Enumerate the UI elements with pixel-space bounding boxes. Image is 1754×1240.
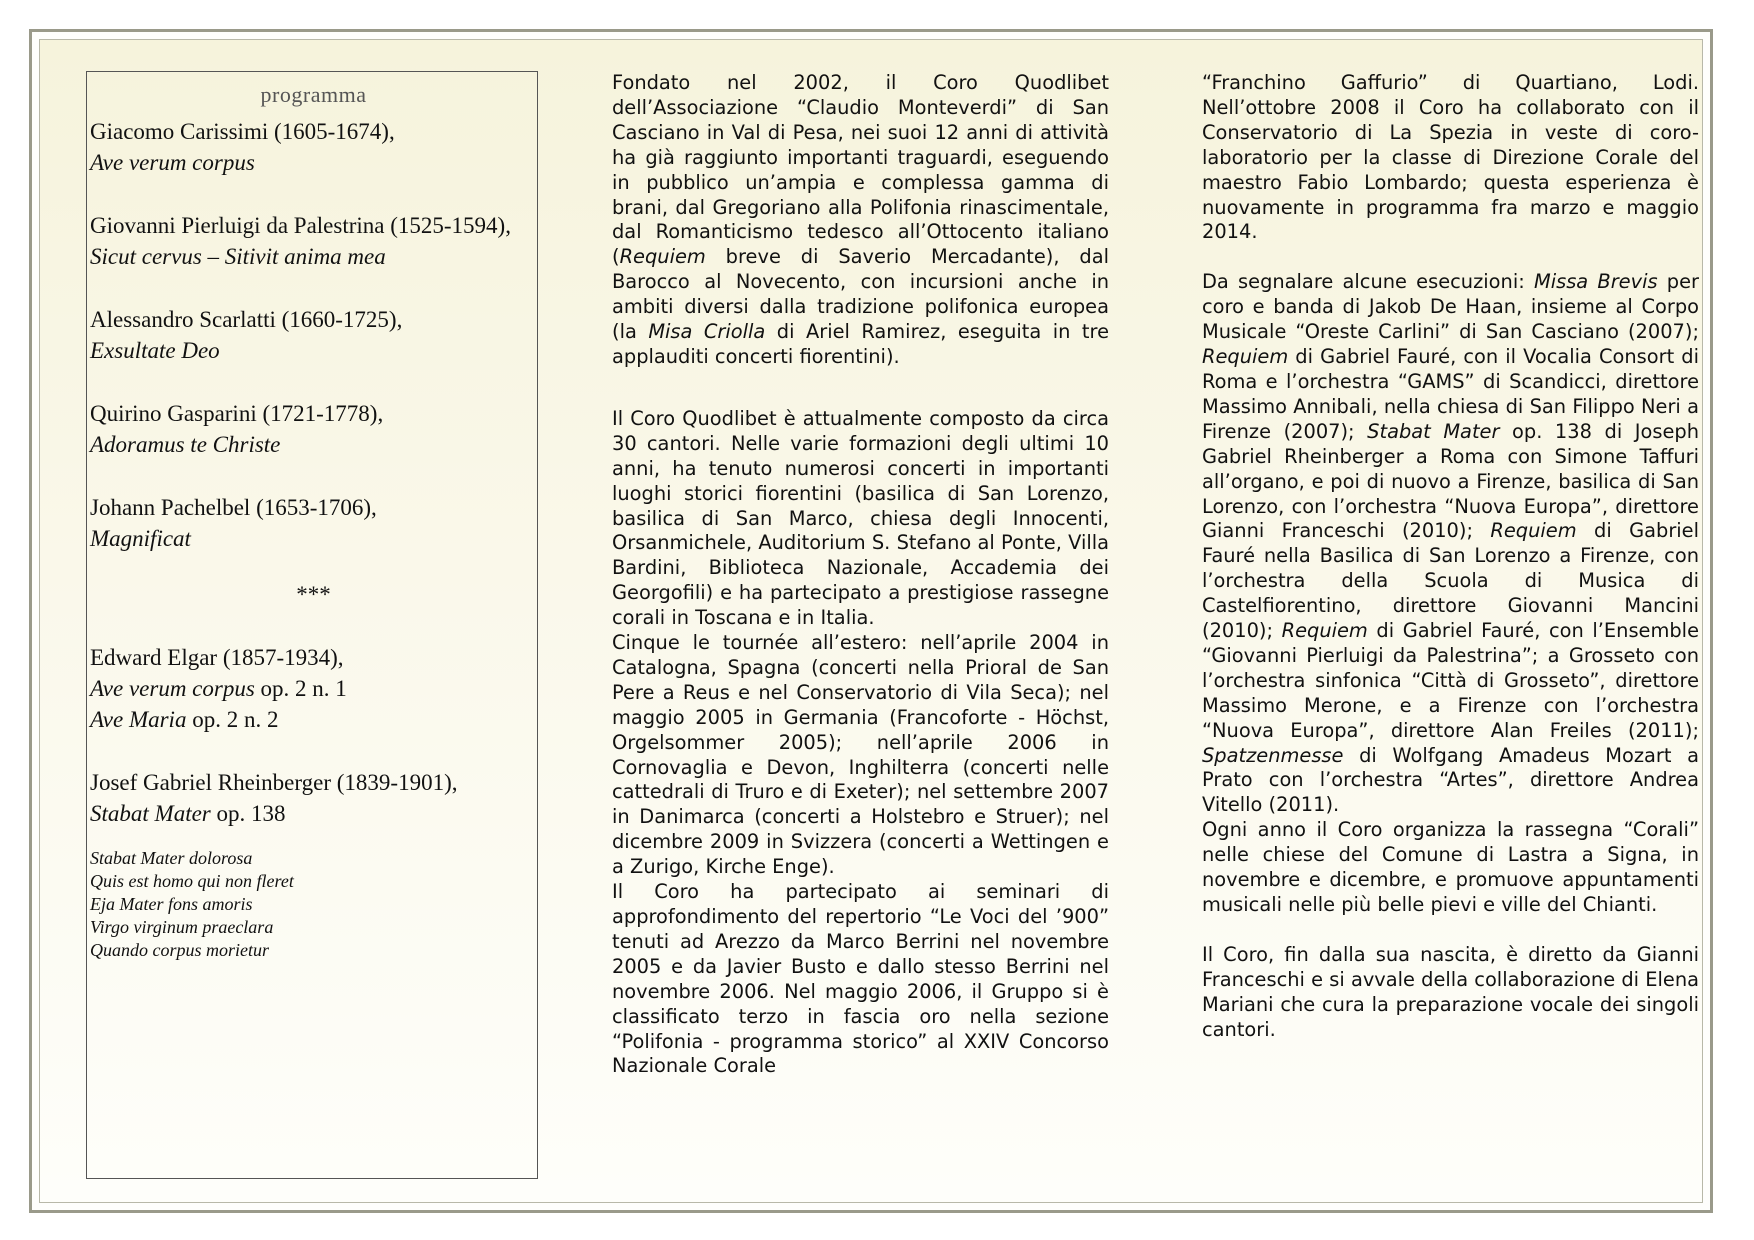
- programma-piece: [90, 116, 537, 178]
- paragraph-performances: [1202, 270, 1699, 818]
- verse-line: Quis est homo qui non fleret: [90, 871, 294, 891]
- text-run: breve di Saverio Mercadante), dal Barocco al Novecento, con incursioni anche in ambiti diversi dalla tradizione polifonica europea (la: [612, 245, 1109, 344]
- opus-number: op. 138: [210, 801, 286, 826]
- work-title: Ave verum corpus: [90, 150, 255, 175]
- programma-piece-rheinberger: [90, 767, 537, 829]
- text-run-italic: Spatzenmesse: [1202, 743, 1344, 767]
- text-run-italic: Requiem: [1490, 519, 1577, 543]
- spacer: [1202, 918, 1699, 943]
- text-run: di Gabriel Fauré, con l’Ensemble “Giovanni Pierluigi da Palestrina”; a Grosseto con l’orchestra sinfonica “Città di Grosseto”, direttore Massimo Merone, e a Firenze con l’orchestra “Nuova Europa”, direttore Alan Freiles (2011);: [1202, 619, 1699, 742]
- text-run: di Gabriel Fauré, con il Vocalia Consort di Roma e l’orchestra “GAMS” di Scandicci, direttore Massimo Annibali, nella chiesa di San Filippo Neri a Firenze (2007);: [1202, 345, 1699, 443]
- paragraph-director: Il Coro, fin dalla sua nascita, è diretto da Gianni Franceschi e si avvale della collaborazione di Elena Mariani che cura la preparazione vocale dei singoli cantori.: [1202, 942, 1699, 1041]
- opus-number: op. 2 n. 1: [254, 676, 347, 701]
- composer: Edward Elgar (1857-1934),: [90, 645, 344, 670]
- work-title: Stabat Mater: [90, 801, 211, 826]
- programma-piece: [90, 210, 537, 272]
- work-title: Ave Maria: [90, 707, 187, 732]
- text-run-italic: Requiem: [1202, 345, 1289, 369]
- programma-piece: [90, 492, 537, 554]
- programma-piece-elgar: [90, 642, 537, 735]
- programma-piece: [90, 304, 537, 366]
- text-run-italic: Missa Brevis: [1533, 270, 1658, 294]
- verse-line: Virgo virginum praeclara: [90, 917, 274, 937]
- work-title: Adoramus te Christe: [90, 432, 281, 457]
- composer: Giovanni Pierluigi da Palestrina (1525-1594),: [90, 213, 511, 238]
- work-title: Ave verum corpus: [90, 676, 255, 701]
- text-run-italic: Requiem: [1281, 619, 1368, 643]
- composer: Josef Gabriel Rheinberger (1839-1901),: [90, 770, 458, 795]
- composer: Alessandro Scarlatti (1660-1725),: [90, 307, 403, 332]
- column-right: [1202, 71, 1699, 1043]
- paragraph-tours: Cinque le tournée all’estero: nell’aprile 2004 in Catalogna, Spagna (concerti nella Prioral de San Pere a Reus e nel Conservatorio di Vila Seca); nel maggio 2005 in Germania (Francoforte - Höchst, Orgelsommer 2005); nell’aprile 2006 in Cornovaglia e Devon, Inghilterra (concerti nelle cattedrali di Truro e di Exeter); nel settembre 2007 in Danimarca (concerti a Holstebro e Struer); nel dicembre 2009 in Svizzera (concerti a Wettingen e a Zurigo, Kirche Enge).: [612, 631, 1109, 879]
- composer: Johann Pachelbel (1653-1706),: [90, 495, 377, 520]
- verse-line: Stabat Mater dolorosa: [90, 848, 253, 868]
- column-middle: [612, 71, 1109, 1079]
- programma-piece: [90, 398, 537, 460]
- text-run: di Wolfgang Amadeus Mozart a Prato con l’orchestra “Artes”, direttore Andrea Vitello (2011).: [1202, 743, 1699, 817]
- verse-line: Quando corpus morietur: [90, 940, 269, 960]
- paragraph-foundation: [612, 71, 1109, 370]
- paragraph-rassegna: Ogni anno il Coro organizza la rassegna “Corali” nelle chiese del Comune di Lastra a Signa, in novembre e dicembre, e promuove appuntamenti musicali nelle più belle pievi e ville del Chianti.: [1202, 818, 1699, 916]
- verses: [90, 847, 537, 962]
- text-run: per coro e banda di Jakob De Haan, insieme al Corpo Musicale “Oreste Carlini” di San Casciano (2007);: [1202, 270, 1700, 344]
- text-run: Da segnalare alcune esecuzioni:: [1202, 270, 1534, 294]
- composer: Giacomo Carissimi (1605-1674),: [90, 119, 395, 144]
- work-title-line: [90, 798, 537, 829]
- separator: ***: [296, 582, 331, 607]
- spacer: [612, 370, 1109, 407]
- text-run-italic: Stabat Mater: [1367, 419, 1500, 443]
- spacer: [1202, 245, 1699, 270]
- text-run: Fondato nel 2002, il Coro Quodlibet dell’Associazione “Claudio Monteverdi” di San Casciano in Val di Pesa, nei suoi 12 anni di attività ha già raggiunto importanti traguardi, eseguendo in pubblico un’ampia e complessa gamma di brani, dal Gregoriano alla Polifonia rinascimentale, dal Romanticismo tedesco all’Ottocento italiano (: [612, 71, 1109, 269]
- text-run: op. 138 di Joseph Gabriel Rheinberger a Roma con Simone Taffuri all’organo, e poi di nuovo a Firenze, basilica di San Lorenzo, con l’orchestra “Nuova Europa”, direttore Gianni Franceschi (2010);: [1202, 419, 1699, 543]
- text-run-italic: Requiem: [619, 245, 706, 269]
- programma-box: [86, 71, 538, 1179]
- text-run: di Ariel Ramirez, eseguita in tre applauditi concerti fiorentini).: [612, 320, 1109, 368]
- paragraph-composition: Il Coro Quodlibet è attualmente composto da circa 30 cantori. Nelle varie formazioni degli ultimi 10 anni, ha tenuto numerosi concerti in importanti luoghi storici fiorentini (basilica di San Lorenzo, basilica di San Marco, chiesa degli Innocenti, Orsanmichele, Auditorium S. Stefano al Ponte, Villa Bardini, Biblioteca Nazionale, Accademia dei Georgofili) e ha partecipato a prestigiose rassegne corali in Toscana e in Italia.: [612, 406, 1109, 630]
- work-title: Exsultate Deo: [90, 338, 220, 363]
- work-title-line: [90, 704, 537, 735]
- work-title: Sicut cervus – Sitivit anima mea: [90, 244, 386, 269]
- programma-title: programma: [260, 82, 367, 107]
- paragraph-competition: “Franchino Gaffurio” di Quartiano, Lodi. Nell’ottobre 2008 il Coro ha collaborato con il Conservatorio di La Spezia in veste di coro-laboratorio per la classe di Direzione Corale del maestro Fabio Lombardo; questa esperienza è nuovamente in programma fra marzo e maggio 2014.: [1202, 71, 1699, 244]
- work-title: Magnificat: [90, 526, 191, 551]
- composer: Quirino Gasparini (1721-1778),: [90, 401, 384, 426]
- paragraph-seminars: Il Coro ha partecipato ai seminari di approfondimento del repertorio “Le Voci del ’900” tenuti ad Arezzo da Marco Berrini nel novembre 2005 e da Javier Busto e dallo stesso Berrini nel novembre 2006. Nel maggio 2006, il Gruppo si è classificato terzo in fascia oro nella sezione “Polifonia - programma storico” al XXIV Concorso Nazionale Corale: [612, 880, 1109, 1078]
- verse-line: Eja Mater fons amoris: [90, 894, 253, 914]
- opus-number: op. 2 n. 2: [186, 707, 279, 732]
- text-run-italic: Misa Criolla: [648, 320, 766, 344]
- work-title-line: [90, 673, 537, 704]
- text-run: di Gabriel Fauré nella Basilica di San Lorenzo a Firenze, con l’orchestra della Scuola di Musica di Castelfiorentino, direttore Giovanni Mancini (2010);: [1202, 519, 1699, 643]
